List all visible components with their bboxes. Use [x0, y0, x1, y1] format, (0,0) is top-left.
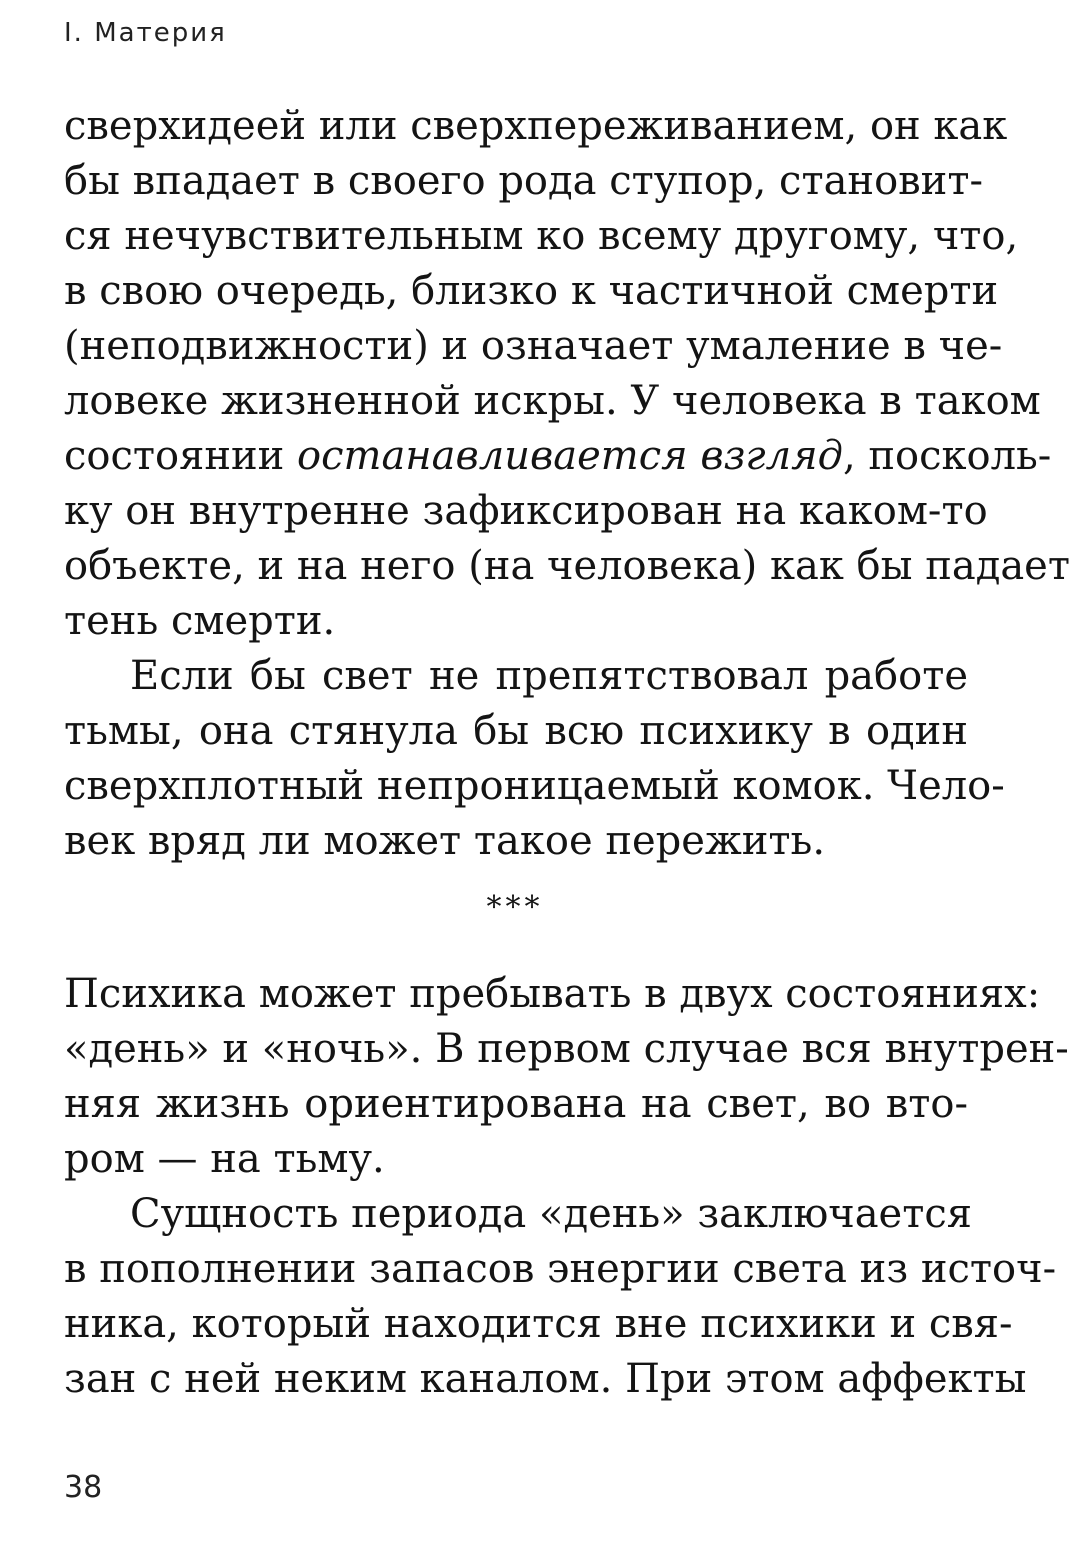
- line-7-text-after: , посколь-: [842, 433, 1052, 479]
- paragraph-2-line-4: век вряд ли может такое пережить.: [64, 818, 826, 864]
- section-separator: ***: [486, 890, 544, 925]
- paragraph-3-line-4: ром — на тьму.: [64, 1136, 385, 1182]
- page-number: 38: [64, 1470, 103, 1505]
- paragraph-4-line-4: зан с ней неким каналом. При этом аффекты: [64, 1356, 1027, 1402]
- paragraph-4-line-2: в пополнении запасов энергии света из источ-: [64, 1246, 1057, 1292]
- paragraph-1-line-1: сверхидеей или сверхпереживанием, он как: [64, 103, 1008, 149]
- paragraph-1-line-3: ся нечувствительным ко всему другому, что,: [64, 213, 1019, 259]
- paragraph-4-line-3: ника, который находится вне психики и свя-: [64, 1301, 1013, 1347]
- emphasized-phrase: останавливается взгляд: [297, 433, 843, 479]
- paragraph-2-line-3: сверхплотный непроницаемый комок. Чело-: [64, 763, 1005, 809]
- paragraph-1-line-8: ку он внутренне зафиксирован на каком-то: [64, 488, 988, 534]
- paragraph-3-line-2: «день» и «ночь». В первом случае вся внутрен-: [64, 1026, 1069, 1072]
- paragraph-3-line-1: Психика может пребывать в двух состояниях:: [64, 971, 1041, 1017]
- paragraph-1-line-9: объекте, и на него (на человека) как бы падает: [64, 543, 1070, 589]
- paragraph-1-line-5: (неподвижности) и означает умаление в че-: [64, 323, 1003, 369]
- paragraph-2-line-2: тьмы, она стянула бы всю психику в один: [64, 708, 968, 754]
- paragraph-1-line-4: в свою очередь, близко к частичной смерти: [64, 268, 999, 314]
- line-7-text-before: состоянии: [64, 433, 298, 479]
- paragraph-1-line-10: тень смерти.: [64, 598, 336, 644]
- paragraph-1-line-2: бы впадает в своего рода ступор, становит-: [64, 158, 983, 204]
- paragraph-1-line-6: ловеке жизненной искры. У человека в таком: [64, 378, 1041, 424]
- running-head: I. Материя: [64, 18, 227, 48]
- paragraph-1-line-7: [64, 430, 1052, 482]
- paragraph-3-line-3: няя жизнь ориентирована на свет, во вто-: [64, 1081, 968, 1127]
- paragraph-2-line-1: Если бы свет не препятствовал работе: [130, 653, 968, 699]
- paragraph-4-line-1: Сущность периода «день» заключается: [130, 1191, 972, 1237]
